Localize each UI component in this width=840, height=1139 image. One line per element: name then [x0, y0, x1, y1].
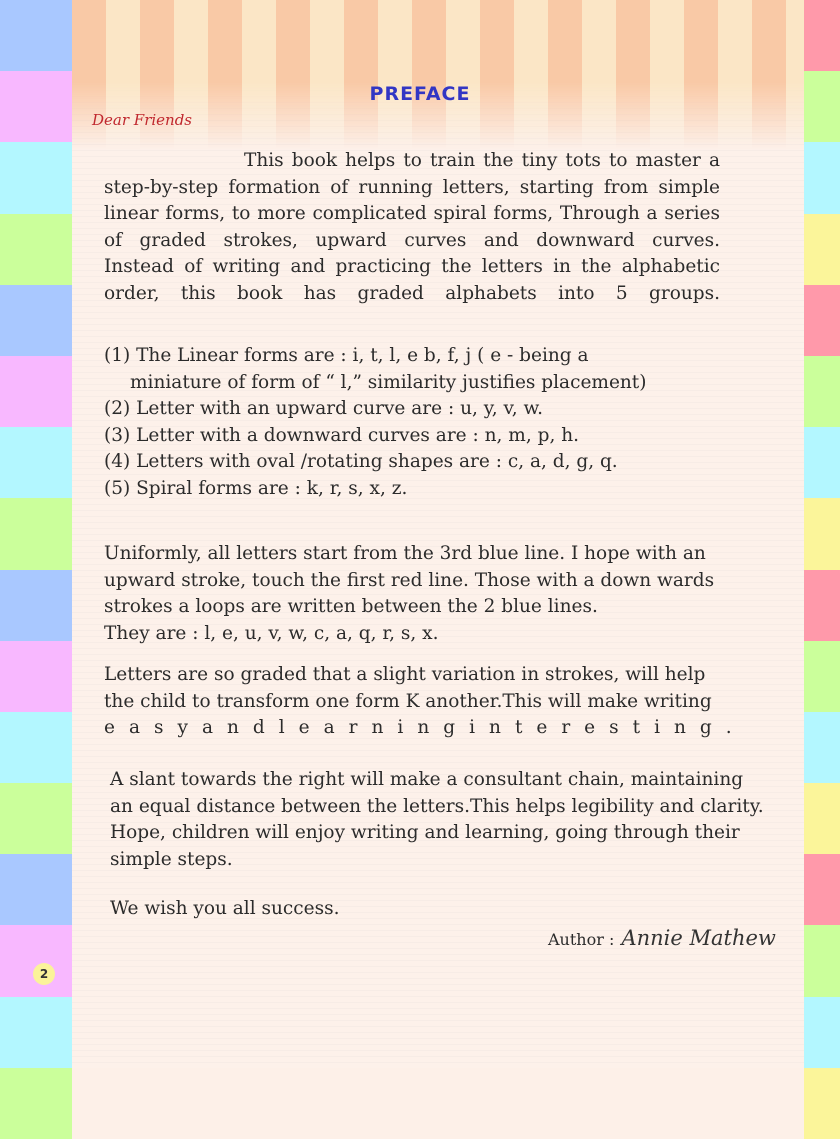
salutation: Dear Friends: [92, 111, 192, 129]
intro-line: step-by-step formation of running letters, starting from simple: [104, 176, 720, 198]
spaced-char: e: [584, 717, 596, 739]
uniform-paragraph: [104, 541, 764, 647]
paragraph-line: Hope, children will enjoy writing and learning, going through their: [110, 822, 740, 844]
closing-line: We wish you all success.: [110, 898, 340, 919]
spaced-char: s: [609, 717, 619, 739]
spaced-char: r: [348, 717, 358, 739]
color-block: [0, 356, 72, 427]
spaced-char: a: [201, 717, 213, 739]
intro-line: linear forms, to more complicated spiral forms, Through a series: [104, 203, 720, 225]
spaced-char: e: [298, 717, 310, 739]
spaced-char: l: [278, 717, 285, 739]
graded-paragraph: [104, 662, 732, 742]
color-block: [804, 0, 840, 71]
spaced-char: n: [226, 717, 239, 739]
color-block: [0, 925, 72, 996]
spaced-char: i: [397, 717, 404, 739]
paragraph-line: Letters are so graded that a slight variation in strokes, will help: [104, 664, 706, 685]
spaced-char: g: [443, 717, 456, 739]
intro-line: of graded strokes, upward curves and downward curves.: [104, 229, 720, 251]
color-block: [0, 142, 72, 213]
spaced-char: n: [371, 717, 384, 739]
list-item: (2) Letter with an upward curve are : u, y, v, w.: [104, 398, 544, 420]
spaced-char: e: [104, 717, 115, 739]
color-block: [0, 641, 72, 712]
slant-paragraph: [110, 767, 790, 873]
right-color-strip: [804, 0, 840, 1139]
spaced-char: n: [673, 717, 686, 739]
spaced-char: .: [725, 717, 732, 739]
color-block: [804, 712, 840, 783]
color-block: [804, 71, 840, 142]
spaced-out-line: [104, 715, 732, 742]
author-label: Author :: [548, 930, 615, 949]
color-block: [0, 854, 72, 925]
list-item: (3) Letter with a downward curves are : n, m, p, h.: [104, 424, 580, 446]
author-credit: [548, 926, 776, 950]
letter-groups-list: [104, 343, 764, 503]
spaced-char: i: [654, 717, 660, 739]
paragraph-line: A slant towards the right will make a consultant chain, maintaining: [110, 769, 744, 790]
color-block: [804, 142, 840, 213]
color-block: [0, 498, 72, 569]
spaced-char: y: [177, 717, 188, 739]
list-item-continuation: miniature of form of “ l,” similarity justifies placement): [130, 371, 647, 393]
spaced-char: i: [469, 717, 476, 739]
spaced-char: n: [489, 717, 501, 739]
color-block: [804, 498, 840, 569]
color-block: [0, 997, 72, 1068]
color-block: [0, 427, 72, 498]
author-signature: Annie Mathew: [621, 926, 776, 950]
spaced-char: a: [128, 717, 140, 739]
spaced-char: g: [699, 717, 712, 739]
color-block: [0, 214, 72, 285]
color-block: [0, 712, 72, 783]
color-block: [0, 570, 72, 641]
page-number-badge: 2: [33, 963, 55, 985]
list-item: (5) Spiral forms are : k, r, s, x, z.: [104, 477, 408, 499]
paragraph-line: upward stroke, touch the first red line. Those with a down wards: [104, 569, 715, 591]
color-block: [804, 854, 840, 925]
color-block: [804, 925, 840, 996]
paragraph-line: Uniformly, all letters start from the 3rd blue line. I hope with an: [104, 543, 706, 564]
spaced-char: a: [323, 717, 335, 739]
color-block: [804, 570, 840, 641]
paragraph-line: strokes a loops are written between the 2 blue lines.: [104, 596, 598, 618]
spaced-char: n: [417, 717, 430, 739]
color-block: [804, 356, 840, 427]
color-block: [804, 1068, 840, 1139]
paragraph-line: simple steps.: [110, 848, 233, 870]
intro-line: Instead of writing and practicing the letters in the alphabetic: [104, 256, 720, 278]
spaced-char: d: [252, 717, 265, 739]
color-block: [804, 285, 840, 356]
page-title: PREFACE: [369, 83, 471, 105]
spaced-char: r: [561, 717, 571, 739]
list-item: (1) The Linear forms are : i, t, l, e b, f, j ( e - being a: [104, 345, 589, 366]
color-block: [804, 641, 840, 712]
color-block: [0, 1068, 72, 1139]
spaced-char: s: [153, 717, 164, 739]
color-block: [804, 997, 840, 1068]
color-block: [804, 427, 840, 498]
spaced-char: t: [632, 717, 641, 739]
spaced-char: t: [514, 717, 523, 739]
paragraph-line: an equal distance between the letters.This helps legibility and clarity.: [110, 795, 764, 817]
color-block: [0, 0, 72, 71]
color-block: [0, 783, 72, 854]
paragraph-line: They are : l, e, u, v, w, c, a, q, r, s, x.: [104, 622, 439, 644]
paragraph-line: the child to transform one form K another.This will make writing: [104, 690, 712, 712]
list-item: (4) Letters with oval /rotating shapes are : c, a, d, g, q.: [104, 451, 618, 473]
intro-line: order, this book has graded alphabets into 5 groups.: [104, 282, 720, 304]
intro-paragraph: [104, 148, 720, 308]
intro-line: This book helps to train the tiny tots to master a: [244, 150, 720, 171]
color-block: [804, 783, 840, 854]
color-block: [0, 285, 72, 356]
color-block: [0, 71, 72, 142]
spaced-char: e: [536, 717, 548, 739]
color-block: [804, 214, 840, 285]
